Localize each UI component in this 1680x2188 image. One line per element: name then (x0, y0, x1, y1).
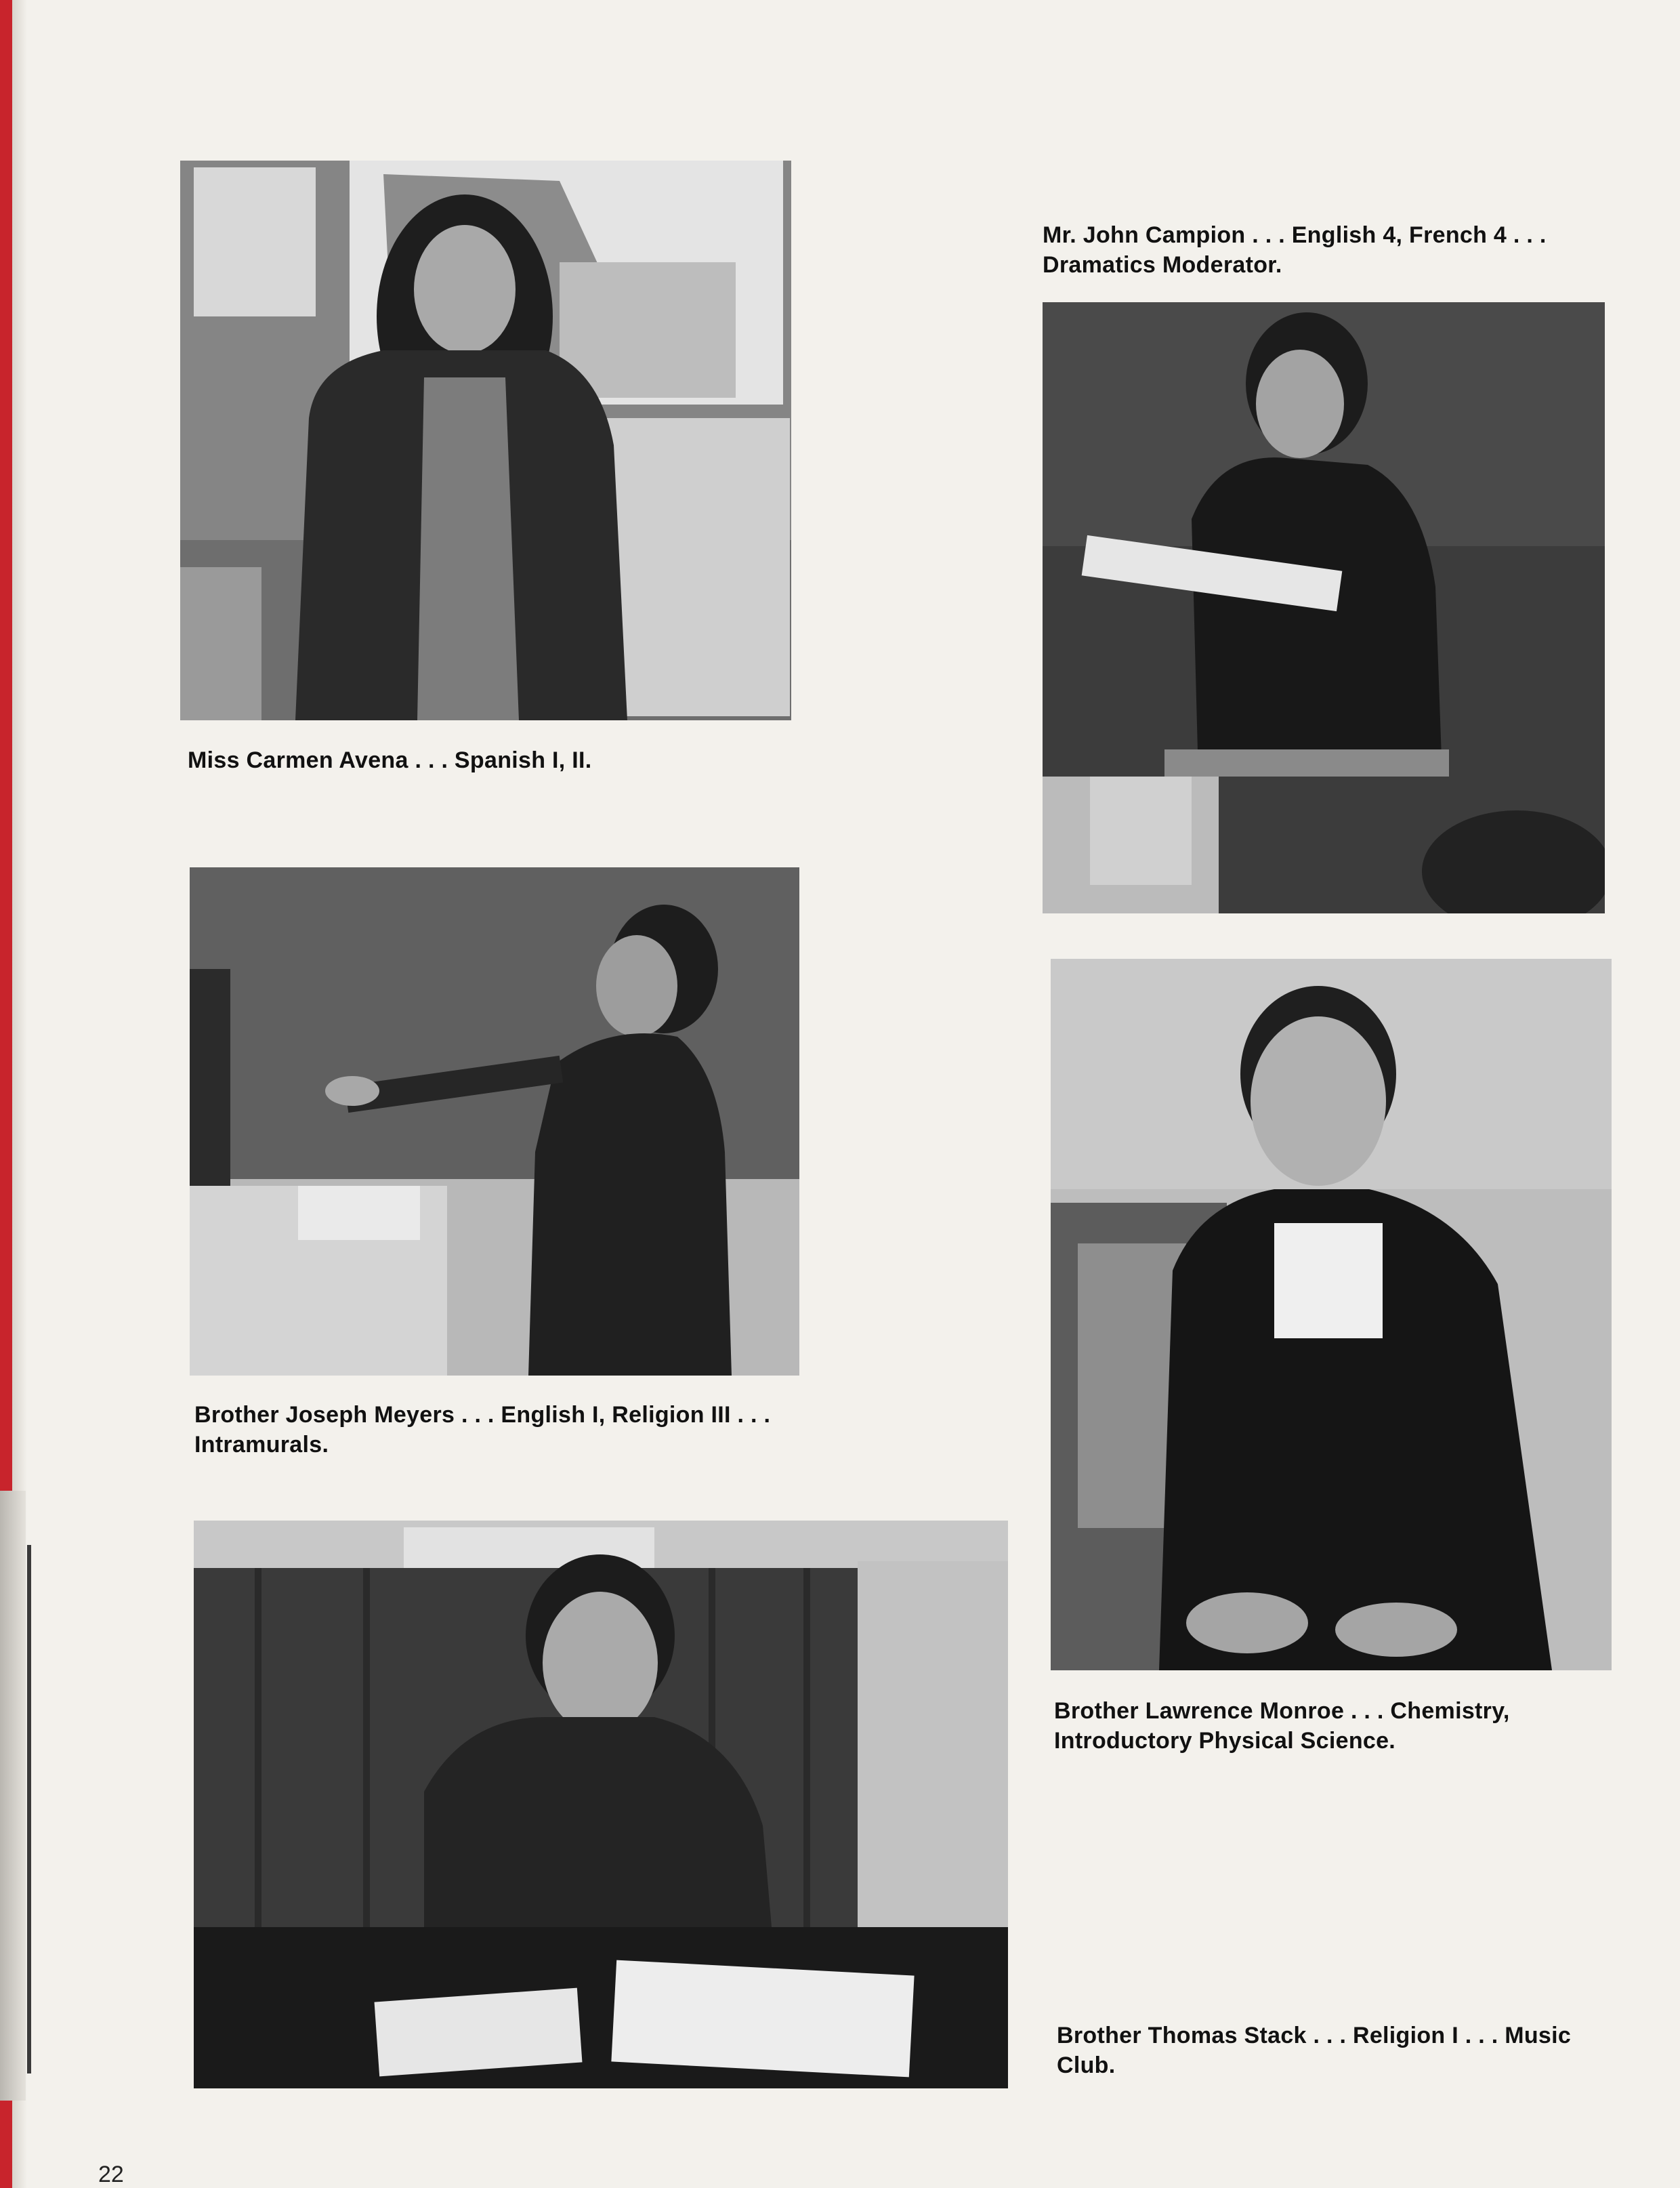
photo-lawrence-monroe (1051, 959, 1612, 1670)
caption-carmen-avena: Miss Carmen Avena . . . Spanish I, II. (188, 747, 592, 773)
page-number: 22 (98, 2162, 124, 2187)
page-edge-line (27, 1545, 31, 2073)
caption-thomas-stack: Brother Thomas Stack . . . Religion I . . . Music Club. (1057, 2023, 1572, 2078)
photo-john-campion (1043, 302, 1605, 913)
photo-thomas-stack (194, 1521, 1008, 2088)
photo-carmen-avena (180, 161, 791, 720)
photo-joseph-meyers (190, 867, 799, 1376)
caption-lawrence-monroe: Brother Lawrence Monroe . . . Chemistry, Introductory Physical Science. (1054, 1698, 1510, 1754)
caption-joseph-meyers: Brother Joseph Meyers . . . English I, Religion III . . . Intramurals. (194, 1402, 771, 1458)
caption-john-campion: Mr. John Campion . . . English 4, French 4 . . . Dramatics Moderator. (1043, 222, 1547, 278)
page-edge-tab (0, 1491, 26, 2101)
